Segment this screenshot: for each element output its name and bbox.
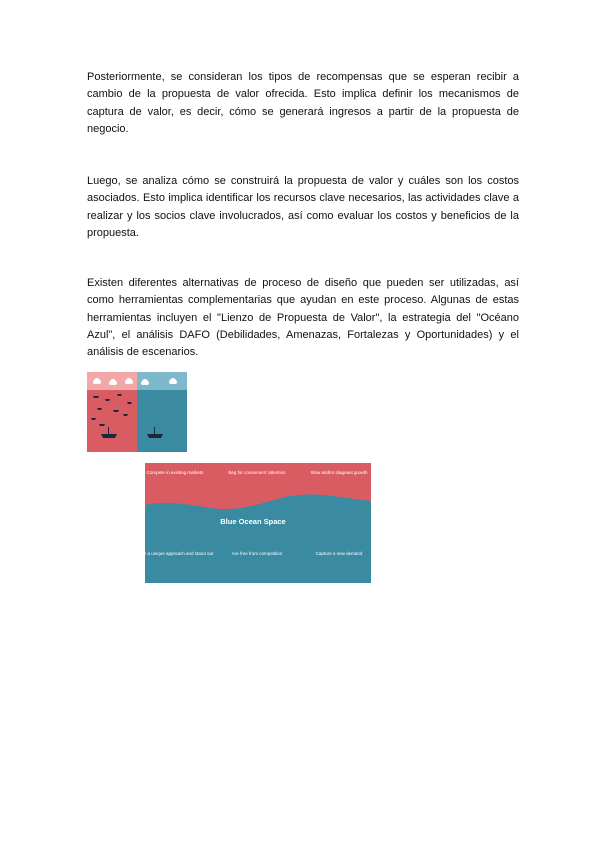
paragraph-rewards: Posteriormente, se consideran los tipos de recompensas que se esperan recibir a cambio de la propuesta de valor ofrecida. Esto implica definir los mecanismos de captura de valor, es decir, cómo se generará ingresos a partir de la propuesta de negocio. [87, 71, 519, 135]
red-ocean-item: Beg for consumers' attention [228, 470, 286, 475]
blue-ocean-item: Are free from competition [231, 551, 283, 556]
paragraph-value-construction: Luego, se analiza cómo se construirá la propuesta de valor y cuáles son los costos asociados. Esto implica identificar los recursos clave necesarios, las actividades clave a realizar y los socios clave involucrados, así como evaluar los costos y beneficios de la propuesta. [87, 175, 519, 239]
blue-ocean-space-title: Blue Ocean Space [220, 517, 286, 526]
red-ocean-item: Compete in existing markets [146, 470, 204, 475]
red-vs-blue-ocean-illustration [87, 372, 187, 452]
blue-ocean-item: Take a unique approach and stand out [136, 551, 214, 556]
blue-ocean-item: Capture a new demand [315, 551, 363, 556]
red-ocean-item: Slow and/or stagnant growth [310, 470, 368, 475]
blue-ocean-space-diagram [136, 463, 371, 583]
paragraph-design-alternatives: Existen diferentes alternativas de proceso de diseño que pueden ser utilizadas, así como herramientas complementarias que ayudan en este proceso. Algunas de estas herramientas incluyen el "Lienzo de Propuesta de Valor", la estrategia del "Océano Azul", el análisis DAFO (Debilidades, Amenazas, Fortalezas y Oportunidades) y el análisis de escenarios. [87, 277, 519, 359]
